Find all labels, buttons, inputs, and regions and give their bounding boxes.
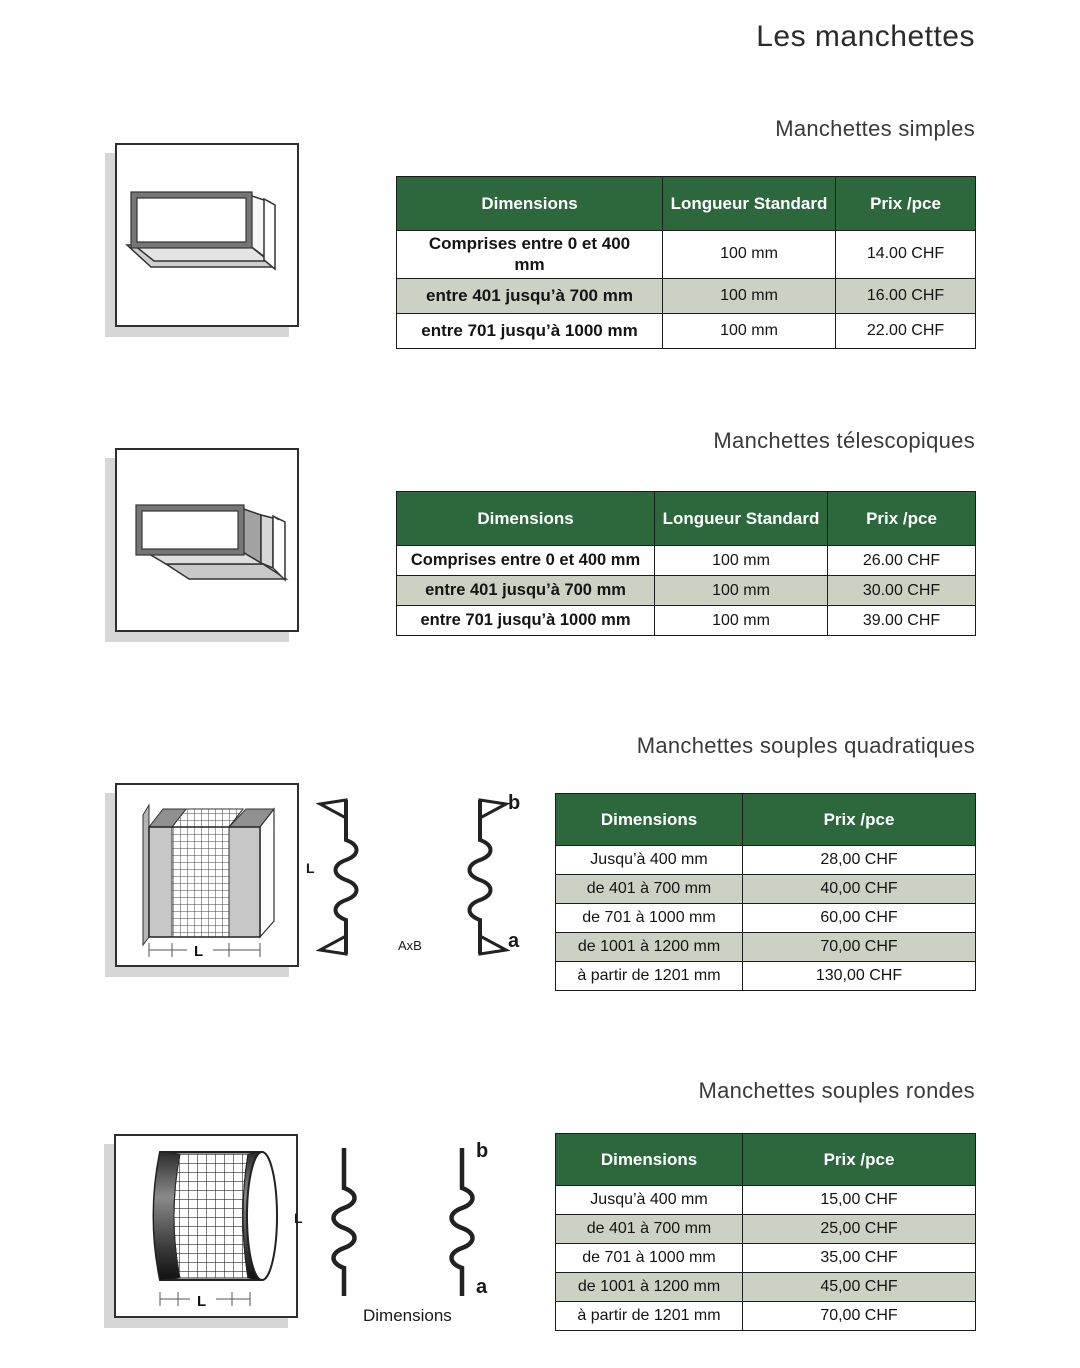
table-cell: entre 701 jusqu’à 1000 mm: [397, 313, 663, 348]
drawing-manchette-souple-ronde: [114, 1134, 298, 1318]
table-row: [397, 606, 976, 636]
table-row: [397, 546, 976, 576]
column-header: Prix /pce: [828, 492, 976, 546]
table-cell: 39.00 CHF: [828, 606, 976, 636]
price-table-rondes: [555, 1133, 976, 1331]
table-cell: entre 701 jusqu’à 1000 mm: [397, 606, 655, 636]
top-label-b-quadratiques: b: [508, 792, 521, 814]
dimensions-caption: Dimensions: [363, 1306, 452, 1325]
price-table-telescopiques: [396, 491, 976, 636]
table-row: [556, 1215, 976, 1244]
table-cell: 100 mm: [655, 576, 828, 606]
table-cell: entre 401 jusqu’à 700 mm: [397, 278, 663, 313]
drawing-manchette-simple: [115, 143, 299, 327]
table-cell: Jusqu’à 400 mm: [556, 846, 743, 875]
flexible-connector-symbol-flagged-right: [458, 796, 510, 958]
header-row: [397, 177, 976, 231]
table-cell: 100 mm: [663, 313, 836, 348]
table-cell: 60,00 CHF: [743, 904, 976, 933]
table-cell: à partir de 1201 mm: [556, 1302, 743, 1331]
size-label-axb: AxB: [398, 938, 422, 953]
column-header: Dimensions: [397, 177, 663, 231]
column-header: Prix /pce: [836, 177, 976, 231]
drawing-manchette-telescopique: [115, 448, 299, 632]
table-cell: de 1001 à 1200 mm: [556, 933, 743, 962]
table-cell: 25,00 CHF: [743, 1215, 976, 1244]
bottom-label-a-quadratiques: a: [508, 930, 520, 952]
table-cell: 35,00 CHF: [743, 1244, 976, 1273]
top-label-b-rondes: b: [476, 1140, 489, 1162]
flexible-connector-symbol-flagged-left: [316, 796, 368, 958]
bottom-label-a-rondes: a: [476, 1276, 488, 1298]
table-row: [556, 846, 976, 875]
table-row: [397, 313, 976, 348]
header-row: [556, 1134, 976, 1186]
price-table-simples: [396, 176, 976, 349]
table-cell: 22.00 CHF: [836, 313, 976, 348]
table-cell: de 401 à 700 mm: [556, 875, 743, 904]
table-cell: 28,00 CHF: [743, 846, 976, 875]
table-cell: Comprises entre 0 et 400 mm: [397, 546, 655, 576]
column-header: Dimensions: [556, 1134, 743, 1186]
table-cell: 100 mm: [663, 278, 836, 313]
column-header: Prix /pce: [743, 1134, 976, 1186]
flexible-connector-symbol-plain-left: [322, 1146, 366, 1298]
table-cell: de 1001 à 1200 mm: [556, 1273, 743, 1302]
section-title-quadratiques: Manchettes souples quadratiques: [636, 733, 975, 758]
section-title-telescopiques: Manchettes télescopiques: [713, 428, 975, 453]
inner-length-label: L: [197, 1293, 207, 1310]
table-cell: Comprises entre 0 et 400 mm: [397, 231, 663, 279]
table-cell: de 701 à 1000 mm: [556, 904, 743, 933]
table-cell: 15,00 CHF: [743, 1186, 976, 1215]
table-row: [556, 1244, 976, 1273]
flexible-round-sleeve-illustration: [116, 1136, 296, 1316]
table-cell: 70,00 CHF: [743, 933, 976, 962]
table-cell: Jusqu’à 400 mm: [556, 1186, 743, 1215]
price-table-quadratiques: [555, 793, 976, 991]
table-cell: 70,00 CHF: [743, 1302, 976, 1331]
drawing-manchette-souple-quadratique: [115, 783, 299, 967]
table-cell: de 701 à 1000 mm: [556, 1244, 743, 1273]
table-row: [556, 875, 976, 904]
column-header: Longueur Standard: [663, 177, 836, 231]
table-row: [556, 962, 976, 991]
table-row: [397, 576, 976, 606]
column-header: Dimensions: [397, 492, 655, 546]
column-header: Longueur Standard: [655, 492, 828, 546]
inner-length-label: L: [194, 943, 204, 960]
table-cell: de 401 à 700 mm: [556, 1215, 743, 1244]
section-title-rondes: Manchettes souples rondes: [698, 1078, 975, 1103]
table-cell: 100 mm: [655, 546, 828, 576]
column-header: Dimensions: [556, 794, 743, 846]
column-header: Prix /pce: [743, 794, 976, 846]
page-title: Les manchettes: [756, 20, 975, 53]
table-row: [556, 933, 976, 962]
table-cell: 100 mm: [655, 606, 828, 636]
table-cell: 40,00 CHF: [743, 875, 976, 904]
table-cell: 100 mm: [663, 231, 836, 279]
table-row: [556, 1186, 976, 1215]
table-cell: 30.00 CHF: [828, 576, 976, 606]
table-cell: à partir de 1201 mm: [556, 962, 743, 991]
duct-sleeve-simple-illustration: [117, 145, 297, 325]
table-cell: 14.00 CHF: [836, 231, 976, 279]
section-title-simples: Manchettes simples: [775, 116, 975, 141]
table-cell: 45,00 CHF: [743, 1273, 976, 1302]
table-cell: entre 401 jusqu’à 700 mm: [397, 576, 655, 606]
table-cell: 130,00 CHF: [743, 962, 976, 991]
table-row: [556, 904, 976, 933]
table-cell: 26.00 CHF: [828, 546, 976, 576]
flexible-square-sleeve-illustration: [117, 785, 297, 965]
table-row: [397, 231, 976, 279]
table-cell: 16.00 CHF: [836, 278, 976, 313]
duct-sleeve-telescopic-illustration: [117, 450, 297, 630]
table-row: [556, 1273, 976, 1302]
header-row: [397, 492, 976, 546]
table-row: [556, 1302, 976, 1331]
header-row: [556, 794, 976, 846]
length-label-rondes: L: [294, 1210, 303, 1226]
table-row: [397, 278, 976, 313]
length-label-quadratiques: L: [306, 860, 315, 876]
